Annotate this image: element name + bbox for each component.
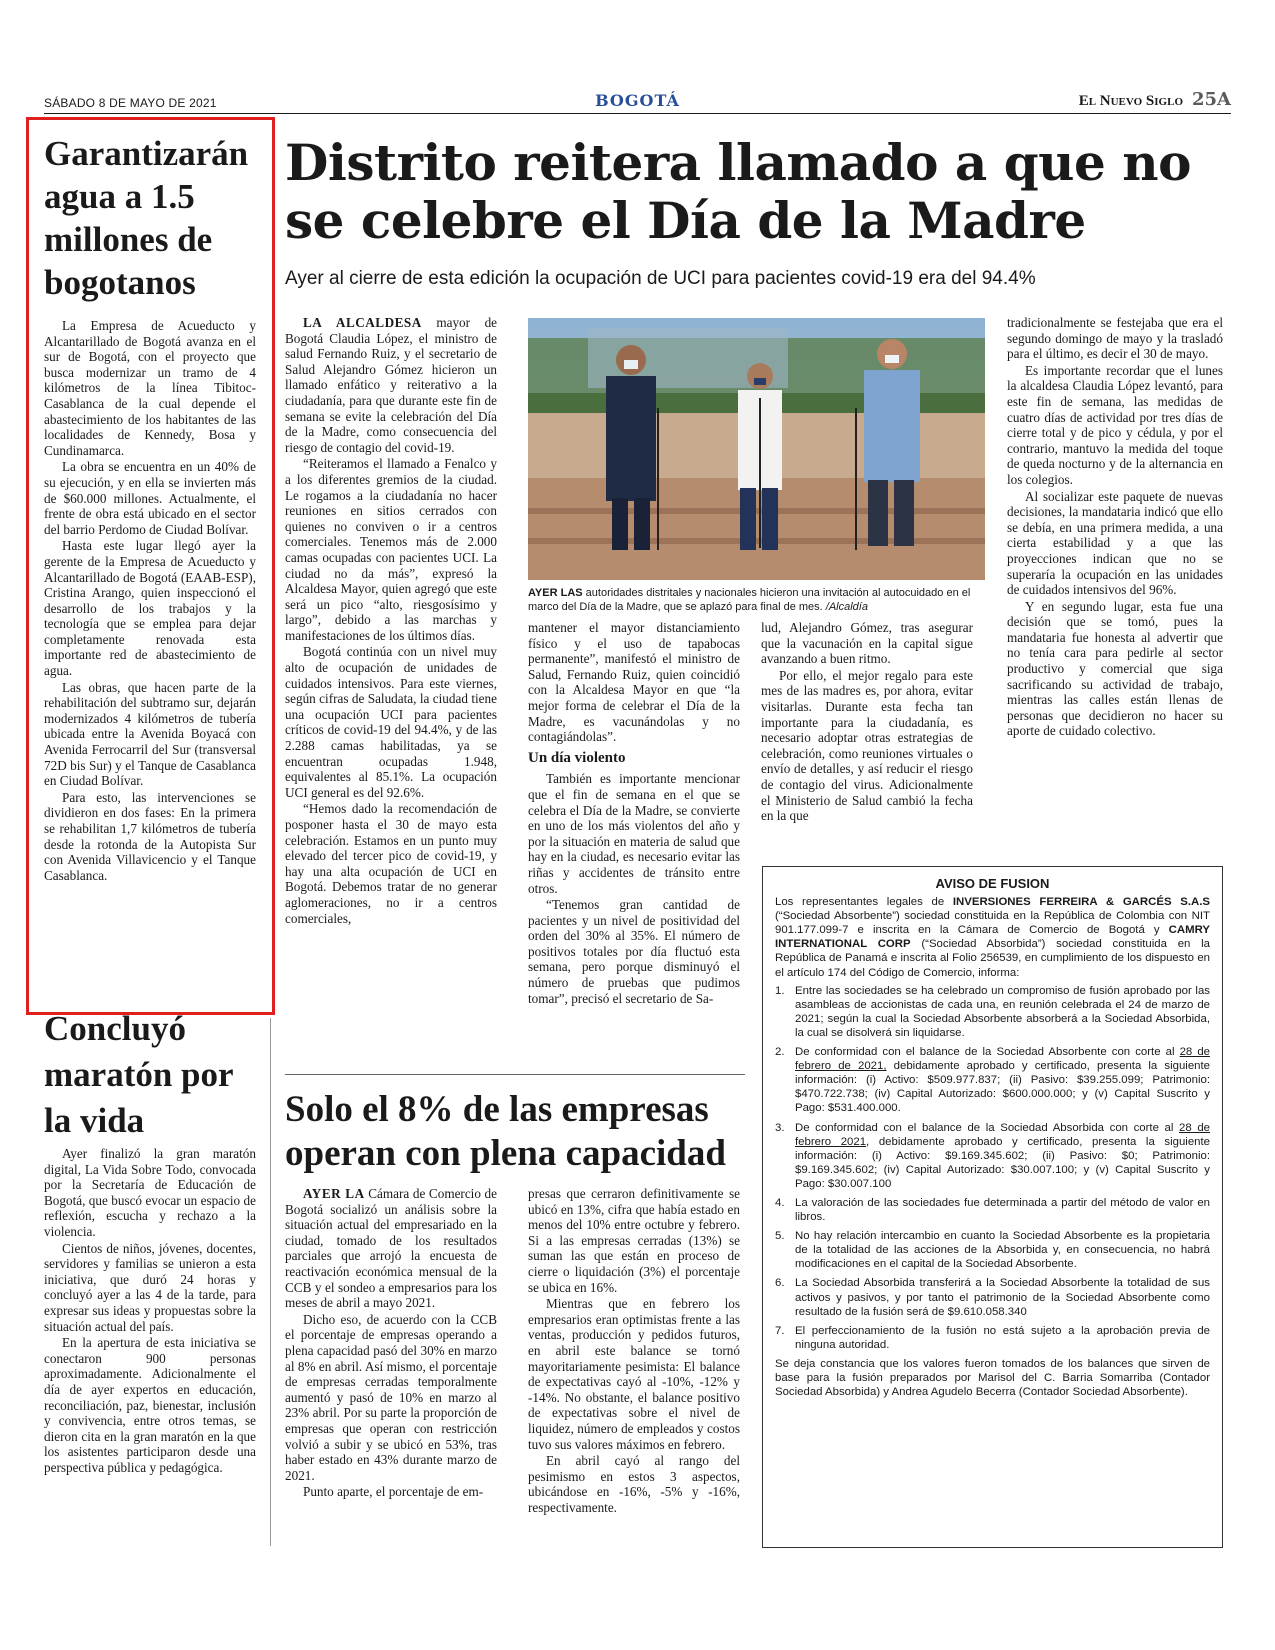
- paragraph: Y en segundo lugar, esta fue una decisión que se tomó, pues la mandataria fue honesta al advertir que no tenía cara para pedirle al sector productivo y comercial que siga sacrificando su actividad de trabajo, mientras las calles están llenas de personas que decidieron no hacer su aporte de cuidado colectivo.: [1007, 598, 1223, 739]
- paragraph: En la apertura de esta iniciativa se conectaron 900 personas aproximadamente. Adicionalmente el día de ayer expertos en educación, reconciliación, paz, bienestar, inclusión y convivencia, entre otros temas, se dieron cita en la gran maratón en la que los asistentes participaron desde una perspectiva pública y pedagógica.: [44, 1335, 256, 1475]
- paragraph-text: mayor de Bogotá Claudia López, el ministro de salud Fernando Ruiz, y el secretario de Salud Alejandro Gómez hicieron un llamado enfático y reiterativo a la ciudadanía, para que durante este fin de semana se evite la celebración del Día de la Madre, como consecuencia del riesgo de contagio del covid-19.: [285, 315, 498, 455]
- main-subheadline: Ayer al cierre de esta edición la ocupación de UCI para pacientes covid-19 era del 94.4%: [285, 268, 1036, 289]
- paragraph: presas que cerraron definitivamente se ubicó en 13%, cifra que había estado en menos del 10% entre octubre y febrero. Si a las empresas cerradas (13%) se suman las que están en proceso de cierre o liquidación (3%) el porcentaje se ubica en 16%.: [528, 1186, 740, 1295]
- notice-intro: Los representantes legales de INVERSIONES FERREIRA & GARCÉS S.A.S (“Sociedad Absorbente”) sociedad constituida en la República de Colombia con NIT 901.177.099-7 e inscrita en la Cámara de Comercio de Bogotá y CAMRY INTERNATIONAL CORP (“Sociedad Absorbida”) sociedad constituida en la República de Panamá e inscrita al Folio 256539, en cumplimiento de los dispuesto en el artículo 174 del Código de Comercio, informa:: [775, 896, 1210, 979]
- paragraph: Bogotá continúa con un nivel muy alto de ocupación de unidades de cuidados intensivos. Para este viernes, según cifras de Saludata, la ciudad tiene una ocupación UCI para pacientes críticos de covid-19 del 94.4%, y de las 2.288 camas habilitadas, ya se encuentran ocupadas 1.948, equivalentes al 85.1%. La ocupación UCI general es del 92.6%.: [285, 644, 497, 800]
- left-article-2-body: [44, 1146, 256, 1476]
- paragraph: Cientos de niños, jóvenes, docentes, servidores y familias se unieron a esta iniciativa, que duró 24 horas y concluyó ayer a las 4 de la tarde, para expresar sus ideas y propuestas sobre la situación actual del país.: [44, 1240, 256, 1334]
- legal-notice: [762, 866, 1223, 1548]
- list-item: 4. La valoración de las sociedades fue determinada a partir del método de valor en libros.: [775, 1196, 1210, 1224]
- company-absorbing: INVERSIONES FERREIRA & GARCÉS S.A.S: [952, 896, 1210, 909]
- second-article-headline: Solo el 8% de las empresas operan con plena capacidad: [285, 1089, 726, 1174]
- caption-lead: AYER LAS: [528, 587, 583, 599]
- subhead: Un día violento: [528, 749, 626, 766]
- list-item: 6. La Sociedad Absorbida transferirá a la Sociedad Absorbente la totalidad de sus activos y pasivos, y por tanto el patrimonio de la Sociedad Absorbente como resultado de la fusión será de $9.610.058.340: [775, 1277, 1210, 1318]
- paragraph: La Empresa de Acueducto y Alcantarillado de Bogotá avanza en el sur de Bogotá, con el proyecto que busca modernizar un tramo de 4 kilómetros de la línea Tibitoc-Casablanca de la cual depende el abastecimiento de los habitantes de las localidades de Kennedy, Bosa y Cundinamarca.: [44, 318, 256, 458]
- paragraph: En abril cayó al rango del pesimismo en estos 3 aspectos, ubicándose en -16%, -5% y -16%, respectivamente.: [528, 1453, 740, 1515]
- paragraph: Por ello, el mejor regalo para este mes de las madres es, por ahora, evitar visitarlas. Durante esta fecha tan importante para la ciudadanía, es necesario adoptar otras estrategias de celebración, como reuniones virtuales o envío de detalles, y así reducir el riesgo de contagio del virus. Adicionalmente el Ministerio de Salud cambió la fecha en la que: [761, 667, 973, 824]
- main-col-3: [761, 620, 973, 825]
- main-col-1: [285, 315, 497, 927]
- paragraph: También es importante mencionar que el fin de semana en el que se celebra el Día de la Madre, se convierte en uno de los más violentos del año y por la situación en materia de salud que hay en la ciudad, es necesario evitar las riñas y accidentes de tránsito entre otros.: [528, 771, 740, 896]
- paragraph: [285, 315, 497, 455]
- list-item: 7. El perfeccionamiento de la fusión no está sujeto a la aprobación previa de ninguna autoridad.: [775, 1324, 1210, 1351]
- list-item: 2. De conformidad con el balance de la Sociedad Absorbente con corte al 28 de febrero de 2021, debidamente aprobado y certificado, presenta la siguiente información: (i) Activo: $509.977.837; (ii) Pasivo: $39.255.099; Patrimonio: $470.722.738; (iv) Capital Autorizado: $600.000.000; y (v) Capital Suscrito y Pago: $531.400.000.: [775, 1046, 1210, 1115]
- caption-credit: /Alcaldía: [825, 601, 868, 613]
- paragraph: Las obras, que hacen parte de la rehabilitación del subtramo sur, dejarán modernizados 4 kilómetros de tubería ubicada entre la Avenida Boyacá con Avenida Ferrocarril del Sur (transversal 72D bis Sur) y el Tanque de Casablanca en Ciudad Bolívar.: [44, 679, 256, 789]
- newspaper-brand: El Nuevo Siglo: [1078, 93, 1183, 109]
- caption-text: autoridades distritales y nacionales hicieron una invitación al autocuidado en el marco del Día de la Madre, que se aplazó para final de mes.: [528, 587, 971, 613]
- notice-closing: Se deja constancia que los valores fueron tomados de los balances que sirven de base para la fusión preparados por Marisol del C. Barria Somarriba (Contador Sociedad Absorbida) y Andrea Agudelo Becerra (Contador Sociedad Absorbente).: [775, 1357, 1210, 1399]
- column-divider: [270, 1018, 271, 1546]
- paragraph: lud, Alejandro Gómez, tras asegurar que la vacunación en la capital sigue avanzando a buen ritmo.: [761, 620, 973, 667]
- paragraph: Ayer finalizó la gran maratón digital, La Vida Sobre Todo, convocada por la Secretaría de Educación de Bogotá, que buscó evocar un espacio de reflexión, escucha y rechazo a la violencia.: [44, 1146, 256, 1239]
- second-col-2: [528, 1186, 740, 1516]
- lead-in: LA ALCALDESA: [303, 315, 422, 330]
- photo: [528, 318, 985, 580]
- main-col-4: [1007, 315, 1223, 740]
- photo-caption: [528, 586, 985, 614]
- second-col-1: [285, 1186, 497, 1501]
- page-date: SÁBADO 8 DE MAYO DE 2021: [44, 96, 217, 110]
- list-item: 1. Entre las sociedades se ha celebrado un compromiso de fusión aprobado por las asambleas de accionistas de cada una, en reunión celebrada el 24 de marzo de 2021; según la cual la Sociedad Absorbente absorberá a la Sociedad Absorbida, la cual se disolverá sin liquidarse.: [775, 984, 1210, 1039]
- paragraph: Dicho eso, de acuerdo con la CCB el porcentaje de empresas operando a plena capacidad pasó del 30% en marzo al 8% en abril. Así mismo, el porcentaje de empresas cerradas temporalmente aumentó y pasó de 10% en marzo al 23% abril. Por su parte la proporción de empresas que operan con restricción volvió a subir y se ubicó en 53%, tras haber estado en 43% durante marzo de 2021.: [285, 1311, 497, 1483]
- main-col-2: [528, 620, 740, 1007]
- article-divider: [285, 1074, 745, 1075]
- company-absorbed: CAMRY INTERNATIONAL CORP: [775, 924, 1210, 951]
- paragraph: Mientras que en febrero los empresarios eran optimistas frente a las ventas, producción y pedidos futuros, en abril este balance se tornó mayoritariamente pesimista: El balance de expectativas cayó al -10%, -12% y -14%. No obstante, el balance positivo de expectativas sobre el nivel de liquidez, número de empleados y costos tuvo sus valores máximos en febrero.: [528, 1296, 740, 1452]
- main-headline: Distrito reitera llamado a que no se celebre el Día de la Madre: [285, 133, 1191, 250]
- paragraph: mantener el mayor distanciamiento físico y el uso de tapabocas permanente”, manifestó el ministro de Salud, Fernando Ruiz, quien coincidió con la Alcaldesa Mayor en que “la mejor forma de celebrar el Día de la Madre, es vacunándolas y no contagiándolas”.: [528, 620, 740, 745]
- paragraph: “Hemos dado la recomendación de posponer hasta el 30 de mayo esta celebración. Estamos en un punto muy elevado del tercer pico de covid-19, y hay una alta ocupación de UCI en Bogotá. Debemos tratar de no generar aglomeraciones, no ir a centros comerciales,: [285, 801, 497, 926]
- page-number: 25A: [1191, 89, 1231, 110]
- paragraph: “Reiteramos el llamado a Fenalco y a los diferentes gremios de la ciudad. Le rogamos a la ciudadanía no hacer reuniones en sitios cerrados con quienes no conviven o ir a centros comerciales. Tenemos más de 2.000 camas ocupadas con pacientes UCI. La ciudad no da más”, expresó la Alcaldesa Mayor, quien agregó que este será un pico “alto, riesgosísimo y largo”, debido a las marchas y manifestaciones de los últimos días.: [285, 456, 497, 643]
- paragraph: Punto aparte, el porcentaje de em-: [303, 1484, 484, 1500]
- header-rule: [44, 113, 1231, 114]
- list-item: 3. De conformidad con el balance de la Sociedad Absorbida con corte al 28 de febrero 2021, debidamente aprobado y certificado, presenta la siguiente información: (i) Activo: $9.169.345.602; (ii) Pasivo: $0; Patrimonio: $9.169.345.602; (iv) Capital Autorizado: $30.007.100; y (v) Capital Suscrito y Pago: $30.007.100: [775, 1121, 1210, 1190]
- left-article-2-headline: Concluyó maratón por la vida: [44, 1009, 233, 1140]
- paragraph: Es importante recordar que el lunes la alcaldesa Claudia López levantó, para este fin de semana, las medidas de cuatro días de actividad por tres días de cierre total y de pico y cédula, y por el contrario, mantuvo la medida del toque de queda nocturno y de la alternancia en los colegios.: [1007, 362, 1223, 487]
- paragraph: Para esto, las intervenciones se dividieron en dos fases: En la primera se rehabilitan 1,7 kilómetros de tubería desde la rotonda de la Autopista Sur con Avenida Villavicencio y el Tanque Casablanca.: [44, 789, 256, 883]
- notice-list: [775, 984, 1210, 1352]
- paragraph: “Tenemos gran cantidad de pacientes y un nivel de positividad del orden del 30% al 35%. El número de positivos totales por día fluctuó esta semana, pero porque disminuyó el número de pruebas que pudimos tomar”, precisó el secretario de Sa-: [528, 897, 740, 1006]
- paragraph: tradicionalmente se festejaba que era el segundo domingo de mayo y la trasladó para el último, es decir el 30 de mayo.: [1007, 315, 1223, 362]
- notice-title: AVISO DE FUSION: [935, 876, 1050, 891]
- section-title: BOGOTÁ: [595, 91, 680, 110]
- list-item: 5. No hay relación intercambio en cuanto la Sociedad Absorbente es la propietaria de la totalidad de las acciones de la Absorbida y, en consecuencia, no habrá modificaciones en el capital de la Sociedad Absorbente.: [775, 1230, 1210, 1271]
- paragraph: [285, 1186, 497, 1311]
- lead-in: AYER LA: [303, 1186, 365, 1201]
- press-conference-photo: [528, 318, 985, 580]
- left-article-1-body: [44, 318, 256, 884]
- paragraph: Hasta este lugar llegó ayer la gerente de la Empresa de Acueducto y Alcantarillado de Bogotá (EAAB-ESP), Cristina Arango, quien inspeccionó el desarrollo de los trabajos y la tecnología que se emplea para dejar completamente renovada esta importante red de abastecimiento de agua.: [44, 538, 256, 679]
- left-article-1-headline: Garantizarán agua a 1.5 millones de bogotanos: [44, 134, 249, 302]
- paragraph-text: Cámara de Comercio de Bogotá socializó un análisis sobre la situación actual del empresariado en la ciudad, tomado de los resultados parciales que arrojó la encuesta de reactivación económica mensual de la CCB y el sondeo a empresarios para los meses de abril a mayo 2021.: [285, 1186, 498, 1311]
- paragraph: Al socializar este paquete de nuevas decisiones, la mandataria indicó que ello se debía, en una primera medida, a una cierta estabilidad y a que las proyecciones indican que no se superaría la ocupación en las unidades de cuidados intensivos del 96%.: [1007, 488, 1223, 598]
- paragraph: La obra se encuentra en un 40% de su ejecución, y en ella se invierten más de $60.000 millones. Actualmente, el frente de obra está ubicado en el sector del barrio Perdomo de Ciudad Bolívar.: [44, 459, 256, 537]
